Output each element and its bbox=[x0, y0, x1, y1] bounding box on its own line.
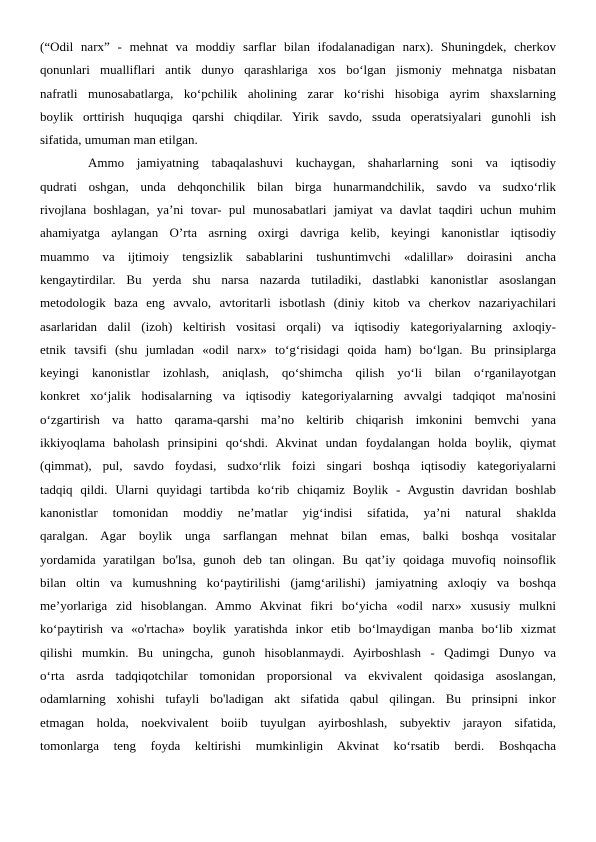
text-line: ikkiyoqlama baholash prinsipini qo‘shdi. Akvinat undan foydalangan holda boylik, qiymat bbox=[40, 435, 556, 451]
text-line: muammo va ijtimoiy tengsizlik sabablarini tushuntimvchi «dalillar» doirasini ancha bbox=[40, 248, 556, 264]
text-line: me’yorlariga zid hisoblangan. Ammo Akvinat fikri bo‘yicha «odil narx» xususiy mulkni bbox=[40, 598, 556, 614]
text-line: Ammo jamiyatning tabaqalashuvi kuchaygan, shaharlarning soni va iqtisodiy bbox=[88, 155, 556, 171]
text-line: (qimmat), pul, savdo foydasi, sudxo‘rlik foizi singari boshqa iqtisodiy kategoriyalarni bbox=[40, 458, 556, 474]
text-line: tadqiq qildi. Ularni quyidagi tartibda ko‘rib chiqamiz Boylik - Avgustin davridan boshlab bbox=[40, 481, 556, 497]
text-line: tomonlarga teng foyda keltirishi mumkinligin Akvinat ko‘rsatib berdi. Boshqacha bbox=[40, 737, 556, 753]
text-line: konkret xo‘jalik hodisalarning va iqtisodiy kategoriyalarning avvalgi tadqiqot ma'nosini bbox=[40, 388, 556, 404]
text-line: metodologik baza eng avvalo, avtoritarli isbotlash (diniy kitob va cherkov nazariyachilari bbox=[40, 295, 556, 311]
text-line: qilishi mumkin. Bu uningcha, gunoh hisoblanmaydi. Ayirboshlash - Qadimgi Dunyo va bbox=[40, 644, 556, 660]
text-line: qaralgan. Agar boylik unga sarflangan mehnat bilan emas, balki boshqa vositalar bbox=[40, 528, 556, 544]
text-line: yordamida yaratilgan bo'lsa, gunoh deb tan olingan. Bu qat’iy qoidaga muvofiq noinsoflik bbox=[40, 551, 556, 567]
body-text bbox=[40, 35, 556, 757]
text-line: (“Odil narx” - mehnat va moddiy sarflar bilan ifodalanadigan narx). Shuningdek, cherkov bbox=[40, 39, 556, 54]
text-line: etnik tavsifi (shu jumladan «odil narx» to‘g‘risidagi qoida ham) bo‘lgan. Bu prinsiplarga bbox=[40, 341, 556, 357]
text-line: rivojlana boshlagan, ya’ni tovar- pul munosabatlari jamiyat va davlat taqdiri uchun muhim bbox=[40, 202, 556, 218]
text-line: o‘rta asrda tadqiqotchilar tomonidan proporsional va ekvivalent qoidasiga asoslangan, bbox=[40, 668, 556, 684]
text-line: ahamiyatga aylangan O’rta asrning oxirgi davriga kelib, keyingi kanonistlar iqtisodiy bbox=[40, 225, 556, 241]
text-line: o‘zgartirish va hatto qarama-qarshi ma’no keltirib chiqarish imkonini bemvchi yana bbox=[40, 411, 556, 427]
text-line: keyingi kanonistlar izohlash, aniqlash, qo‘shimcha qilish yo‘li bilan o‘rganilayotgan bbox=[40, 365, 556, 381]
text-line: sifatida, umuman man etilgan. bbox=[40, 132, 198, 148]
text-line: odamlarning xohishi tufayli bo'ladigan akt sifatida qabul qilingan. Bu prinsipni inkor bbox=[40, 691, 556, 707]
text-line: kengaytirdilar. Bu yerda shu narsa nazarda tutiladiki, dastlabki kanonistlar asoslangan bbox=[40, 271, 556, 287]
text-line: kanonistlar tomonidan moddiy ne’matlar yig‘indisi sifatida, ya’ni natural shaklda bbox=[40, 504, 556, 520]
text-line: nafratli munosabatlarga, ko‘pchilik aholining zarar ko‘rishi hisobiga ayrim shaxslarning bbox=[40, 85, 556, 101]
text-line: ko‘paytirish va «o'rtacha» boylik yaratishda inkor etib bo‘lmaydigan manba bo‘lib xizmat bbox=[40, 621, 556, 637]
text-line: asarlaridan dalil (izoh) keltirish vositasi orqali) va iqtisodiy kategoriyalarning axloqiy- bbox=[40, 318, 556, 334]
text-line: boylik orttirish huquqiga qarshi chiqdilar. Yirik savdo, ssuda operatsiyalari gunohli ish bbox=[40, 108, 556, 124]
text-line: etmagan holda, noekvivalent boiib tuyulgan ayirboshlash, subyektiv jarayon sifatida, bbox=[40, 714, 556, 730]
text-line: bilan oltin va kumushning ko‘paytirilishi (jamg‘arilishi) jamiyatning axloqiy va boshqa bbox=[40, 574, 556, 590]
text-line: qonunlari mualliflari antik dunyo qarashlariga xos bo‘lgan jismoniy mehnatga nisbatan bbox=[40, 62, 556, 78]
text-line: qudrati oshgan, unda dehqonchilik bilan birga hunarmandchilik, savdo va sudxo‘rlik bbox=[40, 178, 556, 194]
